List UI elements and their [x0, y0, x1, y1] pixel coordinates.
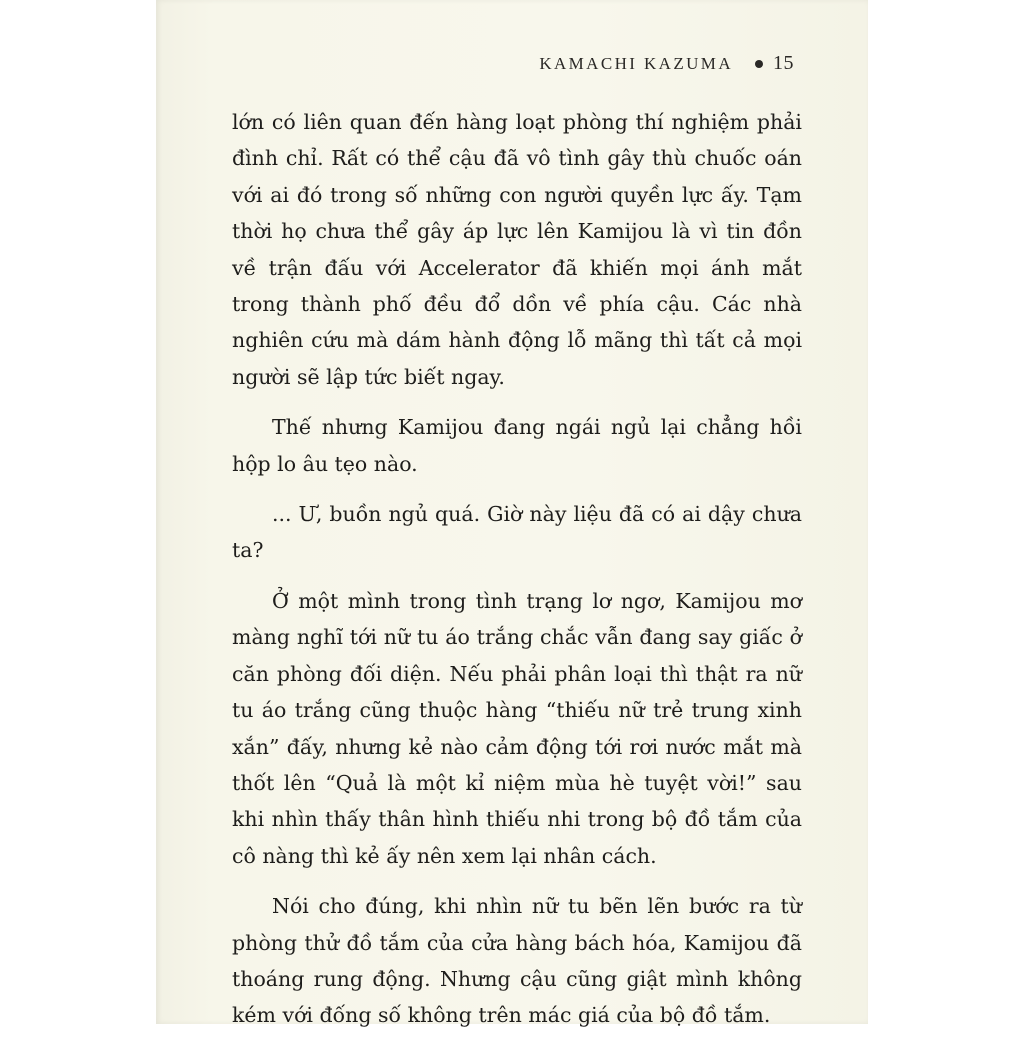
- paragraph: ... Ư, buồn ngủ quá. Giờ này liệu đã có ai dậy chưa ta?: [232, 502, 802, 563]
- bullet-icon: [755, 60, 763, 68]
- author-name: KAMACHI KAZUMA: [539, 53, 733, 73]
- page-body: [232, 104, 802, 1048]
- paragraph: Ở một mình trong tình trạng lơ ngơ, Kamijou mơ màng nghĩ tới nữ tu áo trắng chắc vẫn đang say giấc ở căn phòng đối diện. Nếu phải phân loại thì thật ra nữ tu áo trắng cũng thuộc hàng “thiếu nữ trẻ trung xinh xắn” đấy, nhưng kẻ nào cảm động tới rơi nước mắt mà thốt lên “Quả là một kỉ niệm mùa hè tuyệt vời!” sau khi nhìn thấy thân hình thiếu nhi trong bộ đồ tắm của cô nàng thì kẻ ấy nên xem lại nhân cách.: [232, 588, 802, 868]
- book-page: [156, 0, 868, 1028]
- paragraph: Thế nhưng Kamijou đang ngái ngủ lại chẳng hồi hộp lo âu tẹo nào.: [232, 415, 802, 476]
- paragraph: Nói cho đúng, khi nhìn nữ tu bẽn lẽn bước ra từ phòng thử đồ tắm của cửa hàng bách hóa, Kamijou đã thoáng rung động. Nhưng cậu cũng giật mình không kém với đống số không trên mác giá của bộ đồ tắm.: [232, 894, 802, 1028]
- page-number: 15: [773, 52, 794, 74]
- running-header: [539, 52, 794, 75]
- paragraph: lớn có liên quan đến hàng loạt phòng thí nghiệm phải đình chỉ. Rất có thể cậu đã vô tình gây thù chuốc oán với ai đó trong số những con người quyền lực ấy. Tạm thời họ chưa thể gây áp lực lên Kamijou là vì tin đồn về trận đấu với Accelerator đã khiến mọi ánh mắt trong thành phố đều đổ dồn về phía cậu. Các nhà nghiên cứu mà dám hành động lỗ mãng thì tất cả mọi người sẽ lập tức biết ngay.: [232, 110, 802, 389]
